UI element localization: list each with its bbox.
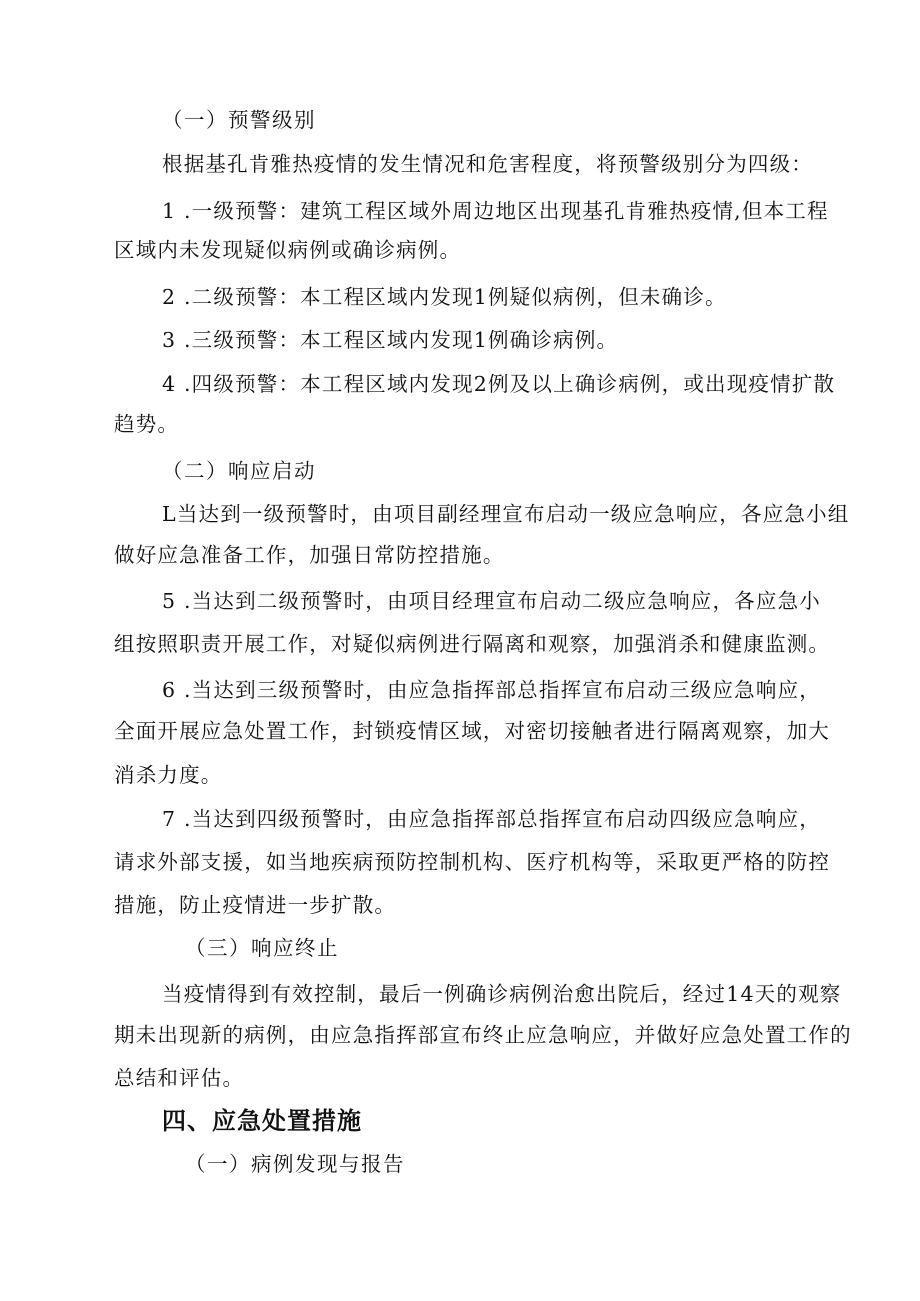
response-item-6-line3: 消杀力度。 xyxy=(114,763,223,787)
response-end-line1: 当疫情得到有效控制，最后一例确诊病例治愈出院后，经过14天的观察 xyxy=(162,982,842,1006)
response-item-7-line1: 7 .当达到四级预警时，由应急指挥部总指挥宣布启动四级应急响应， xyxy=(162,807,821,831)
subsection-title-case-discovery: （一）病例发现与报告 xyxy=(185,1152,405,1176)
response-end-line2: 期未出现新的病例，由应急指挥部宣布终止应急响应，并做好应急处置工作的 xyxy=(114,1023,852,1047)
response-item-1-line2: 做好应急准备工作，加强日常防控措施。 xyxy=(114,543,505,567)
warning-item-4-line1: 4 .四级预警：本工程区域内发现2例及以上确诊病例，或出现疫情扩散 xyxy=(162,372,836,396)
warning-item-1-line2: 区域内未发现疑似病例或确诊病例。 xyxy=(114,238,462,262)
response-item-5-line2: 组按照职责开展工作，对疑似病例进行隔离和观察，加强消杀和健康监测。 xyxy=(114,632,831,656)
warning-item-1-line1: 1 .一级预警：建筑工程区域外周边地区出现基孔肯雅热疫情,但本工程 xyxy=(162,199,829,223)
response-end-line3: 总结和评估。 xyxy=(114,1066,245,1090)
response-item-6-line2: 全面开展应急处置工作，封锁疫情区域，对密切接触者进行隔离观察，加大 xyxy=(114,719,831,743)
subsection-title-warning-level: （一）预警级别 xyxy=(162,108,316,132)
warning-item-3: 3 .三级预警：本工程区域内发现1例确诊病例。 xyxy=(162,328,619,352)
paragraph-warning-intro: 根据基孔肯雅热疫情的发生情况和危害程度，将预警级别分为四级： xyxy=(162,152,813,176)
subsection-title-response-end: （三）响应终止 xyxy=(185,936,339,960)
response-item-1-line1: L当达到一级预警时，由项目副经理宣布启动一级应急响应，各应急小组 xyxy=(162,502,850,526)
response-item-5-line1: 5 .当达到二级预警时，由项目经理宣布启动二级应急响应，各应急小 xyxy=(162,589,821,613)
response-item-6-line1: 6 .当达到三级预警时，由应急指挥部总指挥宣布启动三级应急响应， xyxy=(162,678,821,702)
response-item-7-line3: 措施，防止疫情进一步扩散。 xyxy=(114,893,397,917)
subsection-title-response-start: （二）响应启动 xyxy=(162,459,316,483)
response-item-7-line2: 请求外部支援，如当地疾病预防控制机构、医疗机构等，采取更严格的防控 xyxy=(114,850,831,874)
section-heading-four: 四、应急处置措施 xyxy=(162,1107,362,1135)
warning-item-4-line2: 趋势。 xyxy=(114,412,180,436)
warning-item-2: 2 .二级预警：本工程区域内发现1例疑似病例，但未确诊。 xyxy=(162,285,727,309)
